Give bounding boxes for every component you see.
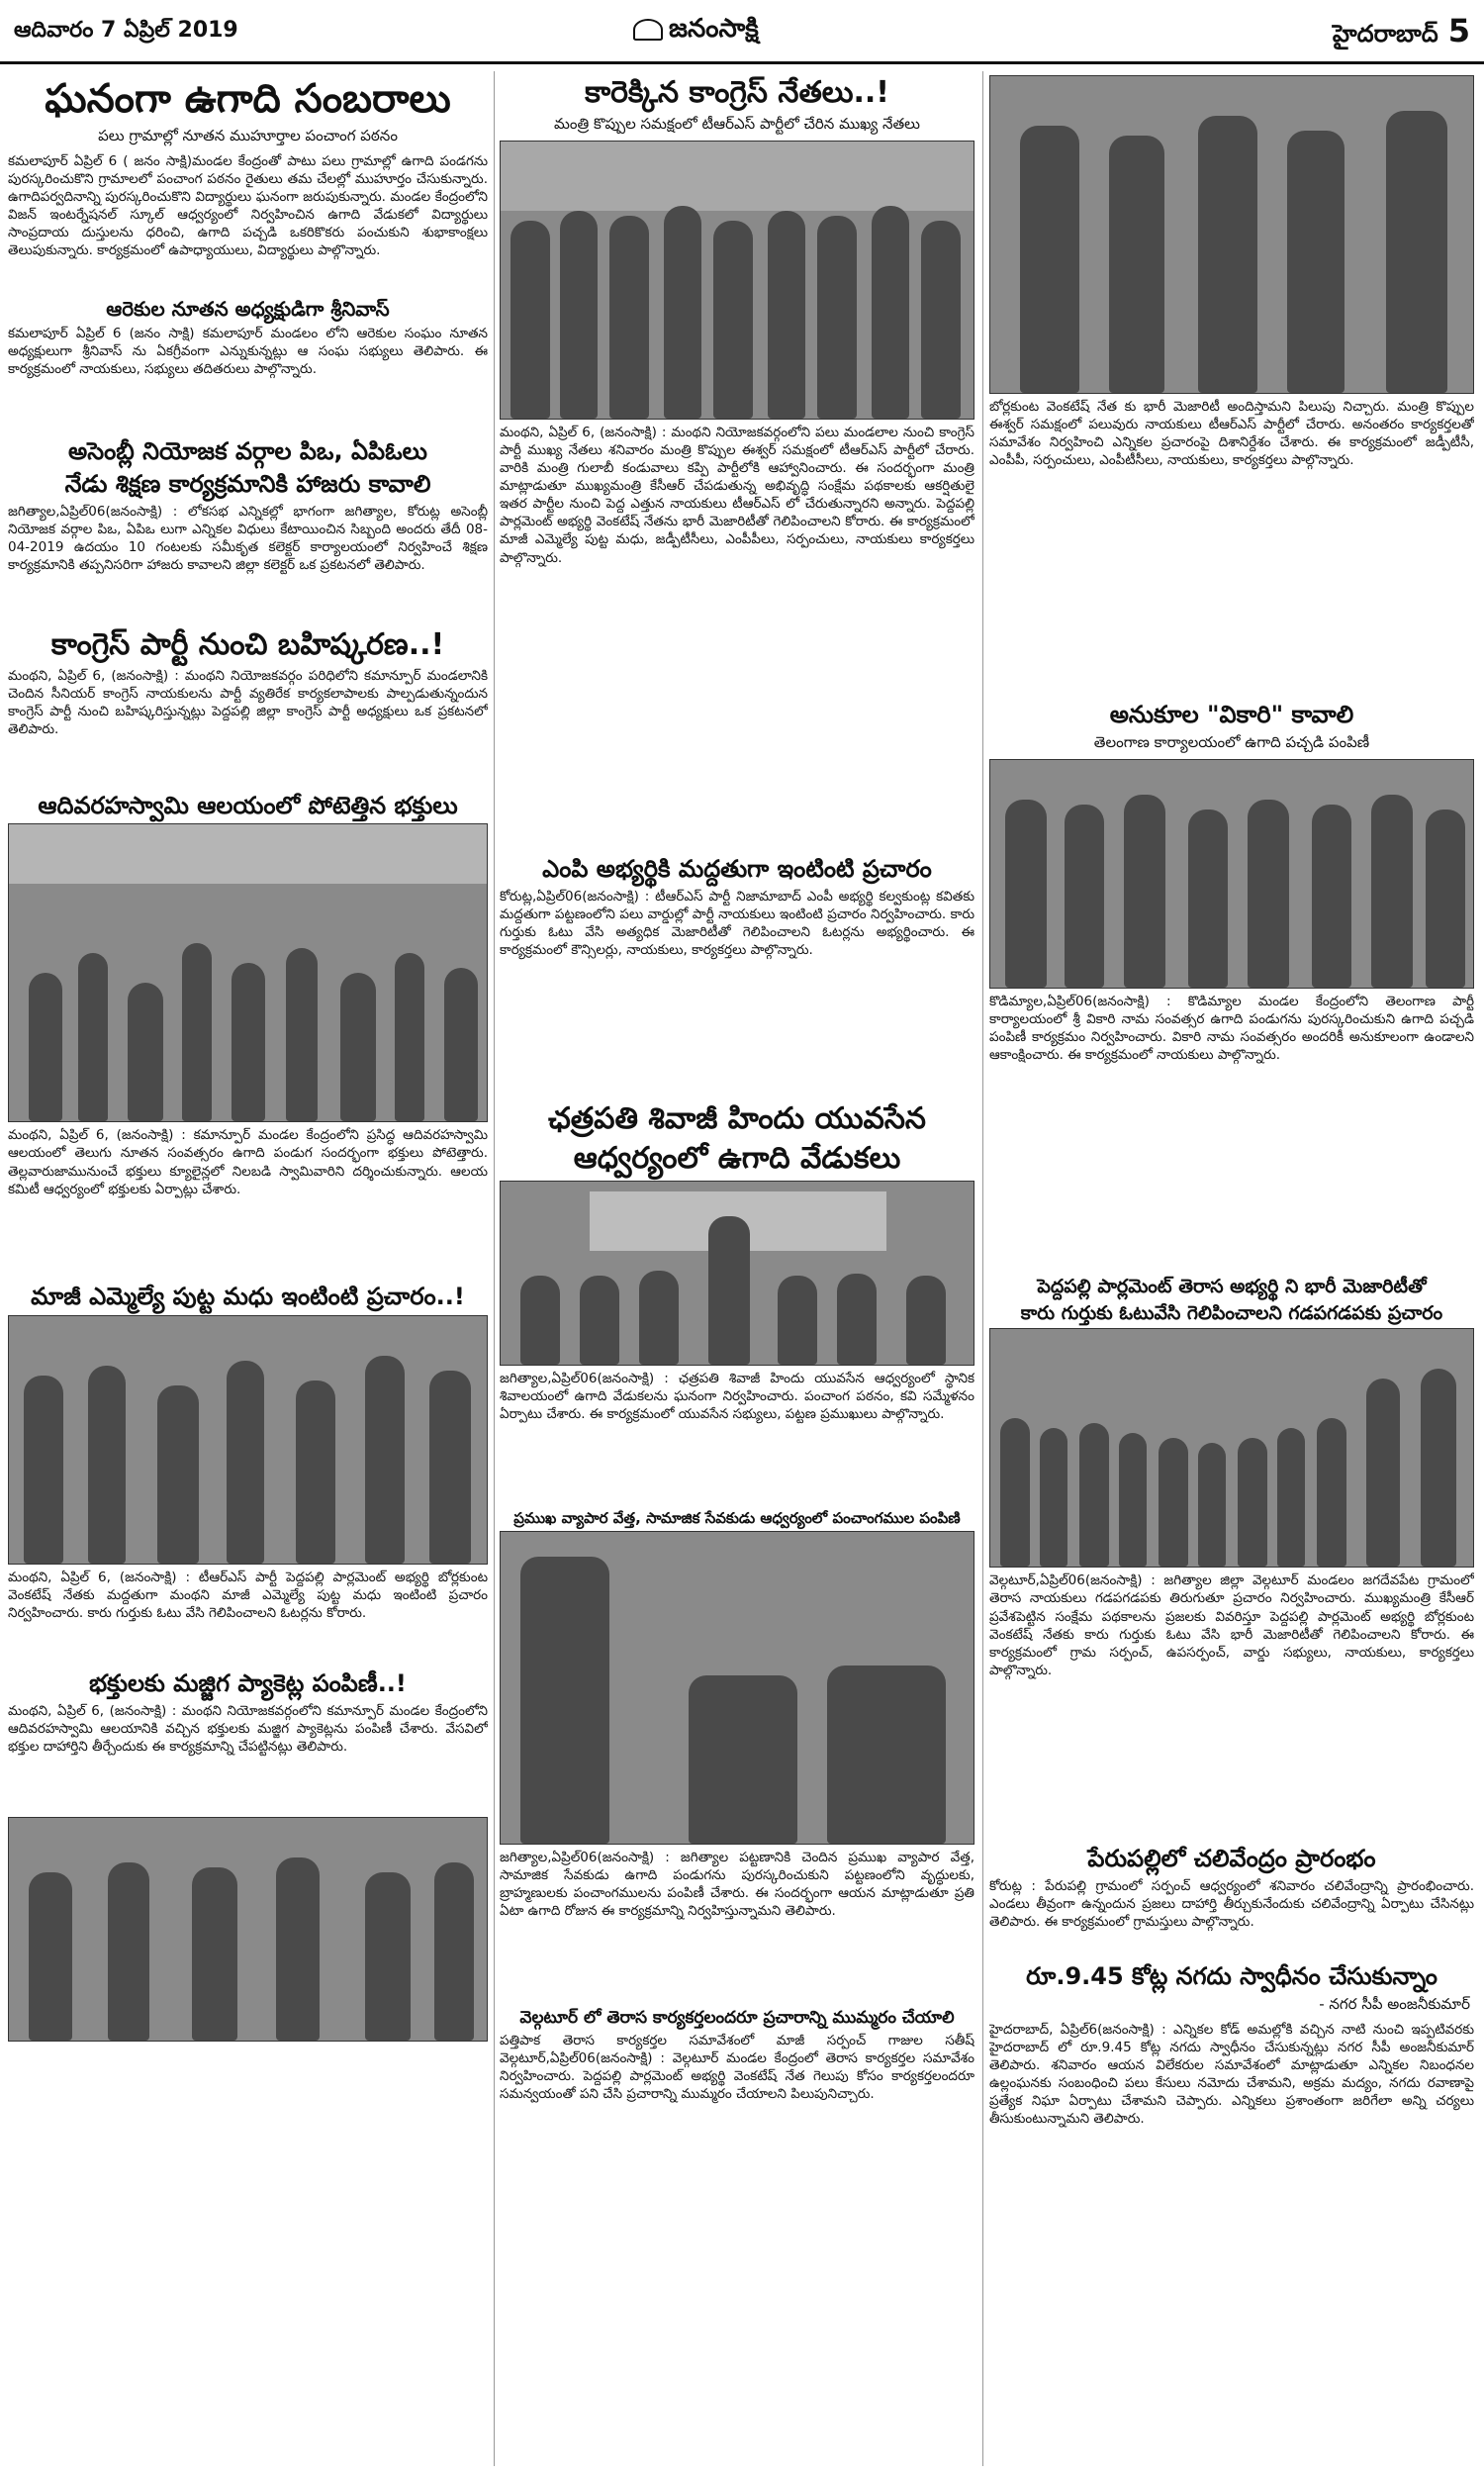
masthead-title: జనంసాక్షి [669, 14, 759, 44]
article-shivaji-yuvasena-ugadi [500, 1101, 974, 1503]
article-headline: ఎంపి అభ్యర్థికి మద్దతుగా ఇంటింటి ప్రచారం [542, 855, 932, 883]
article-body: జగిత్యాల,ఏప్రిల్06(జనంసాక్షి) : ఛత్రపతి శివాజీ హిందు యువసేన ఆధ్వర్యంలో స్థానిక శివాలయంలో ఉగాది వేడుకలను ఘనంగా నిర్వహించారు. పంచాంగ పఠనం, కవి సమ్మేళనం ఏర్పాటు చేశారు. ఈ కార్యక్రమంలో యువసేన సభ్యులు, పట్టణ ప్రముఖులు పాల్గొన్నారు. [500, 1370, 974, 1422]
article-body: బోర్లకుంట వెంకటేష్ నేత కు భారీ మెజారిటీ అందిస్తామని పిలుపు నిచ్చారు. మంత్రి కొప్పుల ఈశ్వర్ సమక్షంలో పలువురు నాయకులు టీఆర్ఎస్ పార్టీలో చేరారు. అనంతరం కార్యకర్తలతో సమావేశం నిర్వహించి ఎన్నికల ప్రచారంపై దిశానిర్దేశం చేశారు. ఈ కార్యక్రమంలో జడ్పీటీసీ, ఎంపీపీ, సర్పంచులు, ఎంపీటీసీలు, నాయకులు, కార్యకర్తలు పాల్గొన్నారు. [989, 399, 1474, 469]
article-headline: కారెక్కిన కాంగ్రెస్ నేతలు..! [585, 75, 889, 110]
article-body: వెల్గటూర్,ఏప్రిల్06(జనంసాక్షి) : జగిత్యాల జిల్లా వెల్గటూర్ మండలం జగదేవపేట గ్రామంలో తెరాస నాయకులు గడపగడపకు తిరుగుతూ ప్రచారం నిర్వహించారు. ముఖ్యమంత్రి కేసీఆర్ ప్రవేశపెట్టిన సంక్షేమ పథకాలను ప్రజలకు వివరిస్తూ పెద్దపల్లి పార్లమెంట్ అభ్యర్థి బోర్లకుంట వెంకటేష్ నేతకు కారు గుర్తుకు ఓటు వేసి భారీ మెజారిటీతో గెలిపించాలని కోరారు. ఈ కార్యక్రమంలో గ్రామ సర్పంచ్, ఉపసర్పంచ్, వార్డు సభ్యులు, నాయకులు, కార్యకర్తలు పాల్గొన్నారు. [989, 1572, 1474, 1678]
article-subhead: మంత్రి కొప్పుల సమక్షంలో టీఆర్ఎస్ పార్టీలో చేరిన ముఖ్య నేతలు [554, 115, 920, 133]
article-body: కమలాపూర్ ఏప్రిల్ 6 ( జనం సాక్షి)మండల కేంద్రంతో పాటు పలు గ్రామాల్లో ఉగాది పండగను పురస్కరించుకొని గ్రామాలలో పంచాంగ పఠనం రైతులు తమ చేలల్లో ముహూర్తం చేసుకున్నారు. ఉగాదిపర్వదినాన్ని పురస్కరించుకొని విద్యార్థులు ఘనంగా జరుపుకున్నారు. మండల కేంద్రంలోని విజన్ ఇంటర్నేషనల్ స్కూల్ ఆధ్వర్యంలో నిర్వహించిన ఉగాది వేడుకలో విద్యార్థులు సాంప్రదాయ దుస్తులను ధరించి, ఉగాది పచ్చడి ఒకరికొకరు పంచుకుని శుభాకాంక్షలు తెలుపుకున్నారు. కార్యక్రమంలో ఉపాధ్యాయులు, విద్యార్థులు పాల్గొన్నారు. [8, 153, 488, 259]
article-attribution: - నగర సీపీ అంజనీకుమార్ [1319, 1994, 1470, 2013]
article-ugadi-celebrations [8, 75, 488, 291]
article-body: మంథని, ఏప్రిల్ 6, (జనంసాక్షి) : టీఆర్ఎస్ పార్టీ పెద్దపల్లి పార్లమెంట్ అభ్యర్థి బోర్లకుంట వెంకటేష్ నేతకు మద్దతుగా మంథని మాజీ ఎమ్మెల్యే పుట్ట మధు ఇంటింటి ప్రచారం నిర్వహించారు. కారు గుర్తుకు ఓటు వేసి గెలిపించాలని ఓటర్లను కోరారు. [8, 1570, 488, 1622]
article-subhead: పలు గ్రామాల్లో నూతన ముహూర్తాల పంచాంగ పఠనం [98, 127, 398, 144]
article-perupalli-water-kiosk [989, 1845, 1474, 1956]
article-cash-seized [989, 1962, 1474, 2253]
article-election-training [8, 437, 488, 621]
article-headline-line2: నేడు శిక్షణ కార్యక్రమానికి హాజరు కావాలి [64, 469, 431, 498]
article-headline: భక్తులకు మజ్జిగ ప్యాకెట్ల పంపిణీ..! [89, 1669, 407, 1698]
article-body: హైదరాబాద్, ఏప్రిల్6(జనంసాక్షి) : ఎన్నికల కోడ్ అమల్లోకి వచ్చిన నాటి నుంచి ఇప్పటివరకు హైదరాబాద్ లో రూ.9.45 కోట్ల నగదు స్వాధీనం చేసుకున్నట్లు నగర సీపీ అంజనీకుమార్ తెలిపారు. శనివారం ఆయన విలేకరుల సమావేశంలో మాట్లాడుతూ ఎన్నికల నిబంధనల ఉల్లంఘనకు సంబంధించి పలు కేసులు నమోదు చేశామని, అక్రమ మద్యం, నగదు రవాణాపై ప్రత్యేక నిఘా ఏర్పాటు చేశామని చెప్పారు. ఎన్నికలు ప్రశాంతంగా జరిగేలా అన్ని చర్యలు తీసుకుంటున్నామని తెలిపారు. [989, 2021, 1474, 2128]
trs-meeting-photo [989, 75, 1474, 394]
article-vikari-ugadi [989, 701, 1474, 1270]
party-joining-photo [500, 141, 974, 420]
article-putta-madhu-campaign [8, 1283, 488, 1664]
article-body: కొడిమ్యాల,ఏప్రిల్06(జనంసాక్షి) : కొడిమ్యాల మండల కేంద్రంలోని తెలంగాణ పార్టీ కార్యాలయంలో శ్రీ వికారి నామ సంవత్సర ఉగాది పండుగను పురస్కరించుకుని ఉగాది పచ్చడి పంపిణీ కార్యక్రమం నిర్వహించారు. వికారి నామ సంవత్సరం అందరికీ అనుకూలంగా ఉండాలని ఆకాంక్షించారు. ఈ కార్యక్రమంలో నాయకులు పాల్గొన్నారు. [989, 993, 1474, 1064]
column-divider [494, 71, 495, 2466]
issue-date: ఆదివారం 7 ఏప్రిల్ 2019 [14, 18, 238, 43]
column-left [8, 71, 488, 2046]
campaign-photo [8, 1315, 488, 1565]
page-number: 5 [1447, 12, 1470, 49]
column-divider [982, 71, 983, 2466]
edition [1333, 12, 1470, 53]
article-congress-leaders-join-trs [500, 75, 974, 849]
temple-crowd-photo [8, 823, 488, 1122]
masthead [633, 14, 759, 49]
article-body: మంథని, ఏప్రిల్ 6, (జనంసాక్షి) : మంథని నియోజకవర్గం పరిధిలోని కమాన్పూర్ మండలానికి చెందిన సీనియర్ కాంగ్రెస్ నాయకులను పార్టీ వ్యతిరేక కార్యకలాపాలకు పాల్పడుతున్నందున కాంగ్రెస్ పార్టీ నుంచి బహిష్కరిస్తున్నట్లు పెద్దపల్లి జిల్లా కాంగ్రెస్ పార్టీ అధ్యక్షులు ఒక ప్రకటనలో తెలిపారు. [8, 667, 488, 737]
article-body: మంథని, ఏప్రిల్ 6, (జనంసాక్షి) : మంథని నియోజకవర్గంలోని కమాన్పూర్ మండల కేంద్రంలోని ఆదివరహస్వామి ఆలయానికి వచ్చిన భక్తులకు మజ్జిగ ప్యాకెట్లను పంపిణీ చేశారు. వేసవిలో భక్తుల దాహార్తిని తీర్చేందుకు ఈ కార్యక్రమాన్ని చేపట్టినట్లు తెలిపారు. [8, 1702, 488, 1756]
article-headline: రూ.9.45 కోట్ల నగదు స్వాధీనం చేసుకున్నాం [1026, 1962, 1438, 1991]
article-mp-candidate-campaign [500, 855, 974, 1095]
article-body: జగిత్యాల,ఏప్రిల్06(జనంసాక్షి) : లోకసభ ఎన్నికల్లో భాగంగా జగిత్యాల, కోరుట్ల అసెంబ్లీ నియోజక వర్గాల పిఒ, ఏపిఒ లుగా ఎన్నికల విధులు కేటాయించిన సిబ్బంది అందరు తేదీ 08-04-2019 ఉదయం 10 గంటలకు సమీకృత కలెక్టర్ కార్యాలయంలో నిర్వహించే శిక్షణ కార్యక్రమానికి తప్పనిసరిగా హాజరు కావాలని జిల్లా కలెక్టర్ ఒక ప్రకటనలో తెలిపారు. [8, 503, 488, 573]
article-headline: పేరుపల్లిలో చలివేంద్రం ప్రారంభం [1087, 1845, 1376, 1873]
article-body: కోరుట్ల,ఏప్రిల్06(జనంసాక్షి) : టీఆర్ఎస్ పార్టీ నిజామాబాద్ ఎంపీ అభ్యర్థి కల్వకుంట్ల కవితకు మద్దతుగా పట్టణంలోని పలు వార్డుల్లో పార్టీ నాయకులు ఇంటింటి ప్రచారం నిర్వహించారు. కారు గుర్తుకు ఓటు వేసి అత్యధిక మెజారిటీతో గెలిపించాలని ఓటర్లను అభ్యర్థించారు. ఈ కార్యక్రమంలో కౌన్సిలర్లు, నాయకులు, కార్యకర్తలు పాల్గొన్నారు. [500, 888, 974, 959]
article-congress-expulsion [8, 627, 488, 786]
article-panchangam-distribution [500, 1509, 974, 2002]
column-right [989, 71, 1474, 2259]
article-body: కోరుట్ల : పేరుపల్లి గ్రామంలో సర్పంచ్ ఆధ్వర్యంలో శనివారం చలివేంద్రాన్ని ప్రారంభించారు. ఎండలు తీవ్రంగా ఉన్నందున ప్రజలు దాహార్తి తీర్చుకునేందుకు చలివేంద్రాన్ని ఏర్పాటు చేసినట్లు తెలిపారు. ఈ కార్యక్రమంలో గ్రామస్తులు పాల్గొన్నారు. [989, 1878, 1474, 1931]
article-headline: ఘనంగా ఉగాది సంబరాలు [45, 76, 451, 122]
article-body: మంథని, ఏప్రిల్ 6, (జనంసాక్షి) : కమాన్పూర్ మండల కేంద్రంలోని ప్రసిద్ధ ఆదివరహస్వామి ఆలయంలో తెలుగు నూతన సంవత్సరం ఉగాది పండుగ సందర్భంగా భక్తులు పోటెత్తారు. తెల్లవారుజామునుంచే భక్తులు క్యూలైన్లలో నిలబడి స్వామివారిని దర్శించుకున్నారు. ఆలయ కమిటీ ఆధ్వర్యంలో భక్తులకు ఏర్పాట్లు చేశారు. [8, 1127, 488, 1197]
article-headline: పెద్దపల్లి పార్లమెంట్ తెరాస అభ్యర్థి ని భారీ మెజారిటీతో [1037, 1275, 1427, 1297]
article-headline-line2: ఆధ్వర్యంలో ఉగాది వేడుకలు [573, 1140, 901, 1176]
column-middle [500, 71, 974, 2186]
article-body: పత్తిపాక తెరాస కార్యకర్తల సమావేశంలో మాజీ సర్పంచ్ గాజుల సతీష్ వెల్గటూర్,ఏప్రిల్06(జనంసాక్షి) : వెల్గటూర్ మండల కేంద్రంలో తెరాస కార్యకర్తల సమావేశం నిర్వహించారు. పెద్దపల్లి పార్లమెంట్ అభ్యర్థి వెంకటేష్ నేత గెలుపు కోసం కార్యకర్తలందరూ సమన్వయంతో పని చేసి ప్రచారాన్ని ముమ్మరం చేయాలని పిలుపునిచ్చారు. [500, 2033, 974, 2103]
article-headline: కాంగ్రెస్ పార్టీ నుంచి బహిష్కరణ..! [50, 626, 445, 662]
masthead-logo-icon [633, 19, 663, 41]
buttermilk-photo [8, 1817, 488, 2042]
article-headline: అనుకూల "వికారి" కావాలి [1109, 701, 1354, 728]
article-temple-devotees [8, 792, 488, 1278]
article-headline: ఛత్రపతి శివాజీ హిందు యువసేన [548, 1100, 926, 1136]
article-door-to-door-campaign [989, 1276, 1474, 1840]
article-headline: వెల్గటూర్ లో తెరాస కార్యకర్తలందరూ ప్రచారాన్ని ముమ్మరం చేయాలి [519, 2007, 955, 2028]
article-body: జగిత్యాల,ఏప్రిల్06(జనంసాక్షి) : జగిత్యాల పట్టణానికి చెందిన ప్రముఖ వ్యాపార వేత్త, సామాజిక సేవకుడు ఉగాది పండుగను పురస్కరించుకుని పట్టణంలోని వృద్ధులకు, బ్రాహ్మణులకు పంచాంగములను పంపిణీ చేశారు. ఈ సందర్భంగా ఆయన మాట్లాడుతూ ప్రతి ఏటా ఉగాది రోజున ఈ కార్యక్రమాన్ని నిర్వహిస్తున్నామని తెలిపారు. [500, 1849, 974, 1920]
article-headline: ఆరెకుల నూతన అధ్యక్షుడిగా శ్రీనివాస్ [106, 297, 390, 321]
article-headline: మాజీ ఎమ్మెల్యే పుట్ట మధు ఇంటింటి ప్రచారం..! [31, 1283, 465, 1311]
article-headline-line2: కారు గుర్తుకు ఓటువేసి గెలిపించాలని గడపగడపకు ప్రచారం [1020, 1301, 1443, 1324]
article-headline: ప్రముఖ వ్యాపార వేత్త, సామాజిక సేవకుడు ఆధ్వర్యంలో పంచాంగముల పంపిణి [513, 1508, 961, 1527]
ugadi-pachadi-photo [989, 759, 1474, 989]
yuvasena-event-photo [500, 1181, 974, 1366]
panchangam-distribution-photo [500, 1531, 974, 1845]
article-body: మంథని, ఏప్రిల్ 6, (జనంసాక్షి) : మంథని నియోజకవర్గంలోని పలు మండలాల నుంచి కాంగ్రెస్ పార్టీ ముఖ్య నేతలు శనివారం మంత్రి కొప్పుల ఈశ్వర్ సమక్షంలో టీఆర్ఎస్ పార్టీలో చేరారు. వారికి మంత్రి గులాబీ కండువాలు కప్పి పార్టీలోకి ఆహ్వానించారు. ఈ సందర్భంగా మంత్రి మాట్లాడుతూ ముఖ్యమంత్రి కేసీఆర్ చేపడుతున్న అభివృద్ధి సంక్షేమ పథకాలకు ఆకర్షితులై ఇతర పార్టీల నుంచి పెద్ద ఎత్తున నాయకులు టీఆర్ఎస్ లో చేరుతున్నారని అన్నారు. పెద్దపల్లి పార్లమెంట్ అభ్యర్థి వెంకటేష్ నేతను భారీ మెజారిటీతో గెలిపించాలని కోరారు. ఈ కార్యక్రమంలో మాజీ ఎమ్మెల్యే పుట్ట మధు, జడ్పీటీసీలు, ఎంపీపీలు, సర్పంచులు, నాయకులు కార్యకర్తలు పాల్గొన్నారు. [500, 425, 974, 566]
article-trs-meeting [989, 75, 1474, 695]
article-velgatur-trs-workers [500, 2008, 974, 2180]
page-header [0, 0, 1484, 64]
edition-city: హైదరాబాద్ [1332, 20, 1438, 48]
article-subhead: తెలంగాణ కార్యాలయంలో ఉగాది పచ్చడి పంపిణీ [1093, 732, 1370, 751]
article-headline: ఆదివరహస్వామి ఆలయంలో పోటెత్తిన భక్తులు [38, 791, 458, 819]
article-headline: అసెంబ్లీ నియోజక వర్గాల పిఒ, ఏపిఓలు [68, 437, 427, 465]
article-buttermilk-distribution [8, 1669, 488, 2042]
door-to-door-photo [989, 1328, 1474, 1568]
article-body: కమలాపూర్ ఏప్రిల్ 6 (జనం సాక్షి) కమలాపూర్ మండలం లోని ఆరెకుల సంఘం నూతన అధ్యక్షులుగా శ్రీనివాస్ ను ఏకగ్రీవంగా ఎన్నుకున్నట్లు ఆ సంఘ సభ్యులు తెలిపారు. ఈ కార్యక్రమంలో నాయకులు, సభ్యులు తదితరులు పాల్గొన్నారు. [8, 326, 488, 378]
article-arekula-president [8, 297, 488, 431]
